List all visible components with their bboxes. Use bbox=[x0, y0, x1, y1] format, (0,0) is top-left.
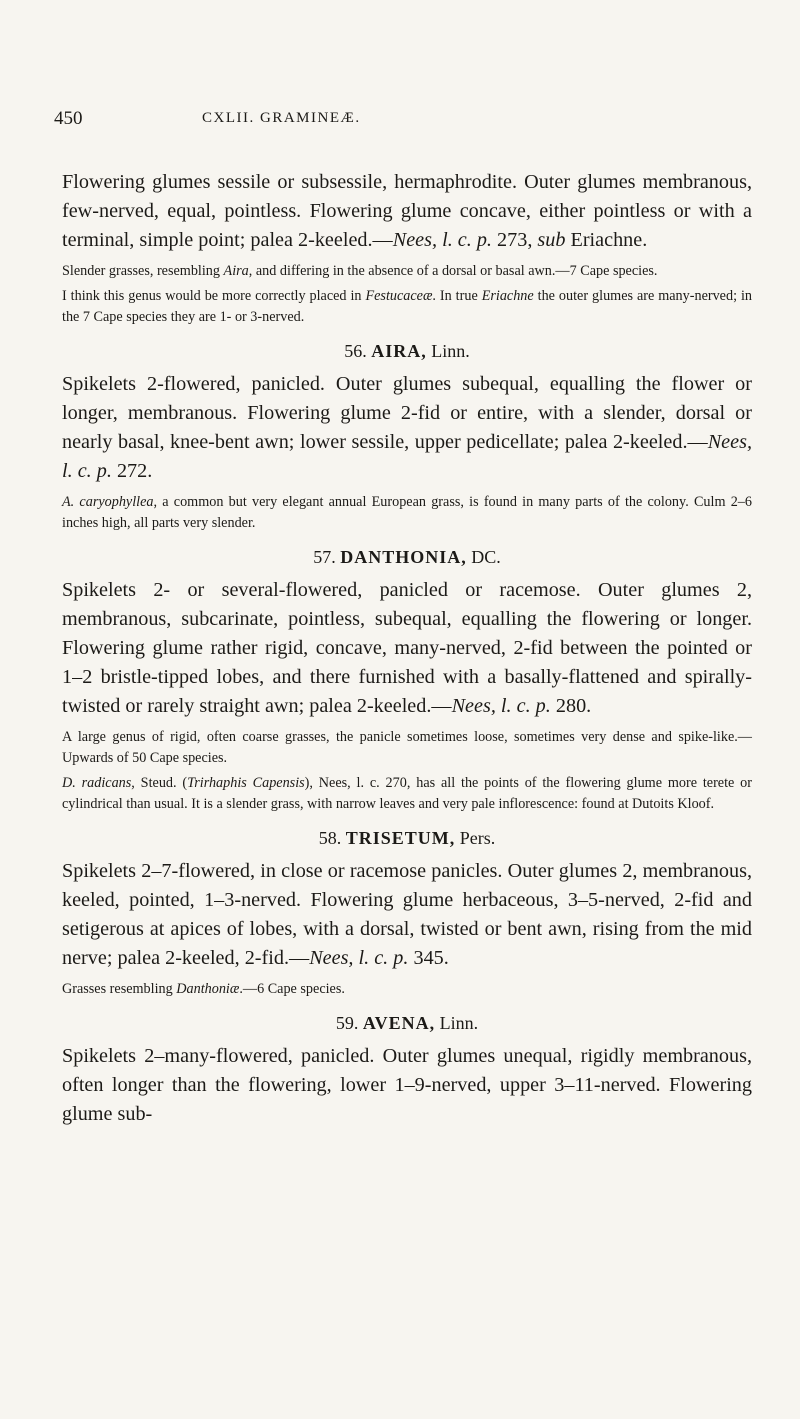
genus-description-danthonia: Spikelets 2- or several-flowered, panicled or racemose. Outer glumes 2, membranous, subcarinate, pointless, subequal, equalling the flowering or longer. Flowering glume rather rigid, concave, many-nerved, 2-fid between the pointed or 1–2 bristle-tipped lobes, and there furnished with a basally-flattened and spirally-twisted or rarely straight awn; palea 2-keeled.—Nees, l. c. p. 280. bbox=[62, 579, 752, 717]
genus-description-trisetum: Spikelets 2–7-flowered, in close or racemose panicles. Outer glumes 2, membranous, keeled, pointed, 1–3-nerved. Flowering glume herbaceous, 3–5-nerved, 2-fid and setigerous at apices of lobes, with a dorsal, twisted or bent awn, rising from the mid nerve; palea 2-keeled, 2-fid.—Nees, l. c. p. 345. bbox=[62, 860, 752, 969]
running-title: CXLII. GRAMINEÆ. bbox=[202, 110, 361, 126]
intro-description: Flowering glumes sessile or subsessile, hermaphrodite. Outer glumes membranous, few-nerved, equal, pointless. Flowering glume concave, either pointless or with a terminal, simple point; palea 2-keeled.—Nees, l. c. p. 273, sub Eriachne. bbox=[62, 171, 752, 251]
page-content bbox=[62, 168, 752, 1129]
genus-heading-aira: 56. AIRA, Linn. bbox=[344, 341, 470, 361]
genus-heading-trisetum: 58. TRISETUM, Pers. bbox=[318, 828, 496, 848]
genus-description-aira: Spikelets 2-flowered, panicled. Outer glumes subequal, equalling the flower or longer, membranous. Flowering glume 2-fid or entire, with a slender, dorsal or nearly basal, knee-bent awn; lower sessile, upper pedicellate; palea 2-keeled.—Nees, l. c. p. 272. bbox=[62, 373, 752, 482]
genus-heading-avena: 59. AVENA, Linn. bbox=[335, 1013, 479, 1033]
running-head bbox=[54, 108, 764, 134]
genus-note-danthonia: A large genus of rigid, often coarse grasses, the panicle sometimes loose, sometimes very dense and spike-like.—Upwards of 50 Cape species. bbox=[62, 729, 752, 766]
intro-remark: I think this genus would be more correctly placed in Festucaceæ. In true Eriachne the outer glumes are many-nerved; in the 7 Cape species they are 1- or 3-nerved. bbox=[62, 288, 752, 325]
intro-note: Slender grasses, resembling Aira, and differing in the absence of a dorsal or basal awn.—7 Cape species. bbox=[62, 263, 658, 279]
page-number: 450 bbox=[54, 108, 83, 129]
genus-description-avena: Spikelets 2–many-flowered, panicled. Outer glumes unequal, rigidly membranous, often longer than the flowering, lower 1–9-nerved, upper 3–11-nerved. Flowering glume sub- bbox=[62, 1045, 752, 1125]
genus-note-trisetum: Grasses resembling Danthoniæ.—6 Cape species. bbox=[62, 981, 345, 997]
genus-species-note-danthonia: D. radicans, Steud. (Trirhaphis Capensis), Nees, l. c. 270, has all the points of the flowering glume more terete or cylindrical than usual. It is a slender grass, with narrow leaves and very pale inflorescence: found at Dutoits Kloof. bbox=[62, 775, 752, 812]
genus-note-aira: A. caryophyllea, a common but very elegant annual European grass, is found in many parts of the colony. Culm 2–6 inches high, all parts very slender. bbox=[62, 494, 752, 531]
genus-heading-danthonia: 57. DANTHONIA, DC. bbox=[313, 547, 501, 567]
